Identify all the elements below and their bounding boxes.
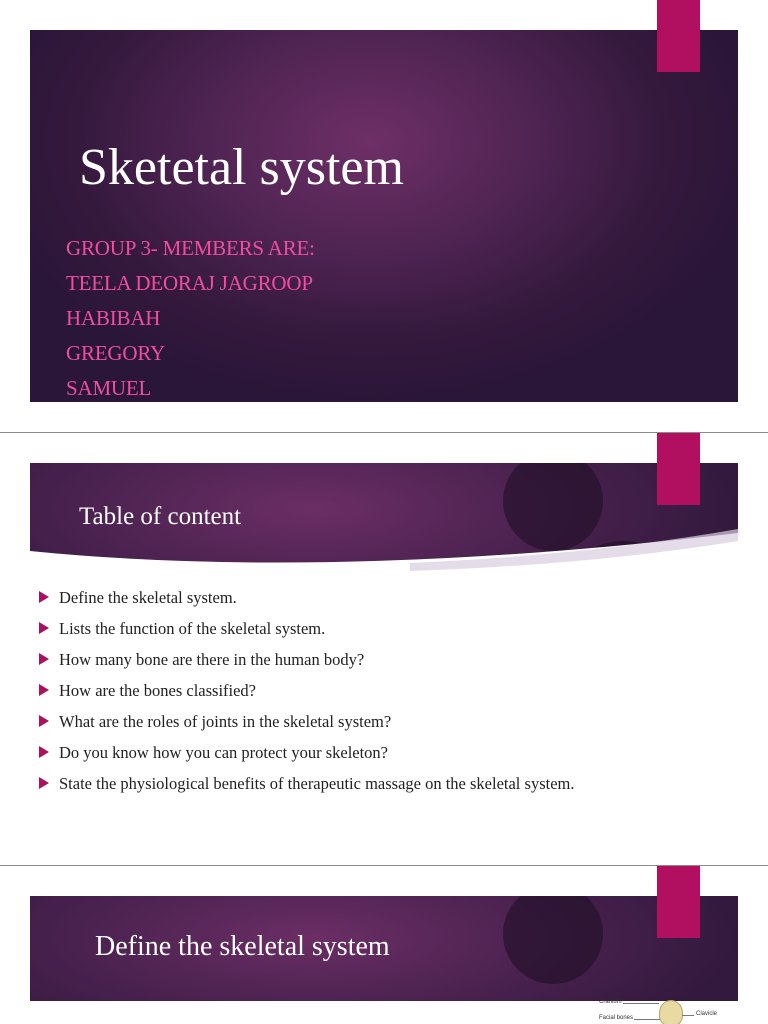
slide-heading: Table of content [79,503,242,530]
toc-item-text: State the physiological benefits of therapeutic massage on the skeletal system. [59,774,575,793]
toc-item-text: Lists the function of the skeletal system. [59,619,326,638]
leader-line [682,1015,694,1016]
member-name: GREGORY [66,341,165,365]
member-name: HABIBAH [66,306,161,330]
slide-heading: Define the skeletal system [95,931,390,962]
toc-item-text: What are the roles of joints in the skeletal system? [59,712,392,731]
title-banner [30,463,738,578]
toc-item [36,649,574,680]
bullet-arrow-icon [39,746,49,758]
toc-item [36,618,574,649]
bullet-arrow-icon [39,684,49,696]
toc-item-text: How many bone are there in the human body? [59,650,365,669]
slide-title [0,0,768,432]
accent-tab [657,0,700,72]
bullet-arrow-icon [39,622,49,634]
title-banner [30,896,738,1001]
leader-line [634,1019,660,1020]
toc-item-text: Do you know how you can protect your skeleton? [59,743,389,762]
accent-tab [657,866,700,938]
toc-list [36,587,574,804]
group-heading: GROUP 3- MEMBERS ARE: [66,236,315,260]
toc-item [36,773,574,804]
skull-icon [659,1000,683,1024]
toc-item [36,711,574,742]
toc-item [36,742,574,773]
toc-item-text: Define the skeletal system. [59,588,237,607]
slide-define-skeletal-system [0,866,768,1024]
member-name: TEELA DEORAJ JAGROOP [66,271,313,295]
bullet-arrow-icon [39,653,49,665]
decorative-circle [503,896,603,984]
figure-label: Clavicle [696,1011,718,1017]
bullet-arrow-icon [39,715,49,727]
toc-item [36,680,574,711]
skeleton-figure [596,996,736,1024]
figure-label: Facial bones [599,1015,634,1021]
toc-item-text: How are the bones classified? [59,681,257,700]
presentation-title: Sketetal system [79,139,404,196]
member-name: SAMUEL [66,376,152,400]
bullet-arrow-icon [39,591,49,603]
slide-table-of-content [0,433,768,865]
bullet-arrow-icon [39,777,49,789]
accent-tab [657,433,700,505]
leader-line [623,1003,659,1004]
toc-item [36,587,574,618]
figure-label: Cranium [599,999,622,1005]
